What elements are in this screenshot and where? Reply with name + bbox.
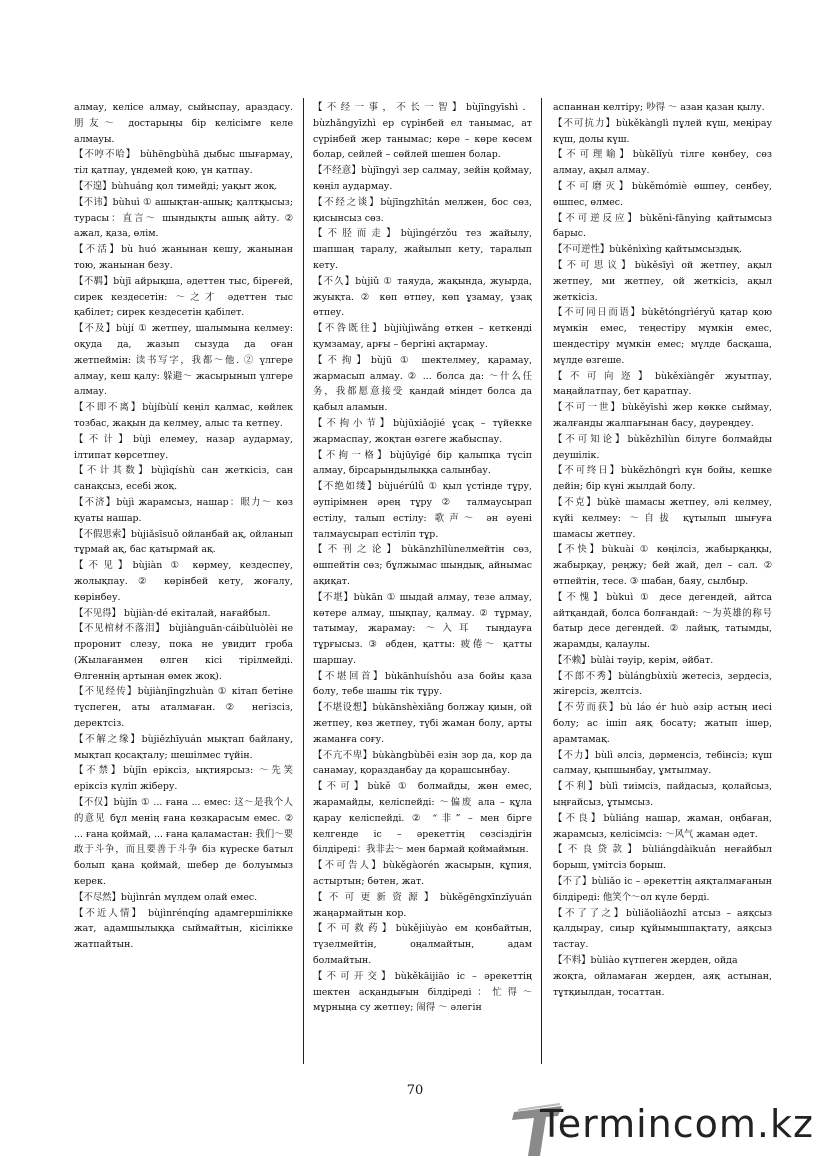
dictionary-entry: 【不可救药】bùkějiùyào ем қонбайтын, түзелмейтін, оңалмайтын, адам болмайтын. [313, 923, 532, 967]
dictionary-entry: 【不良】bùliáng нашар, жаман, оңбаған, жарамсыз, келісімсіз: ～风气 жаман әдет. [553, 812, 772, 840]
dictionary-entry: 【不经意】bùjīngyì зер салмау, зейін қоймау, көңіл аудармау. [313, 165, 532, 192]
dictionary-entry: 【不了了之】bùliǎoliǎozhī атсыз – аяқсыз қалдырау, сиыр құйымышпақтату, аяқсыз тастау. [553, 907, 772, 951]
dictionary-column-right [553, 100, 772, 1000]
dictionary-entry: 【不讳】bùhuì ① ашықтан-ашық; қалтқысыз; турасы：直言～ шындықты ашық айту. ② ажал, қаза, өлім. [74, 196, 293, 240]
column-divider [303, 98, 304, 1064]
dictionary-entry: 【不仅】bùjǐn ① ... ғана ... емес: 这～是我个人的意见 бұл менің ғана көзқарасым емес. ② ... ғана қоймай, ... ғана қаламастан: 我们～要敢于斗争，而且要善于斗争 біз күреске батыл болып қана қоймай, шебер де болуымыз керек. [74, 797, 293, 888]
dictionary-entry: 【不久】bùjiǔ ① таяуда, жақында, жуырда, жуықта. ② көп өтпеу, көп ұзамау, ұзақ өтпеу. [313, 275, 532, 319]
column-divider [541, 98, 542, 1064]
dictionary-entry: 【不可更新资源】bùkěgēngxīnzīyuán жаңармайтын кор. [313, 891, 532, 919]
dictionary-entry: 【不可终日】bùkězhōngrì күн бойы, кешке дейін; бір күні жылдай болу. [553, 465, 772, 493]
dictionary-entry: 【不绝如缕】bùjuérúlǚ ① қыл үстінде тұру, әупірімнен әрең тұру ② талмаусырап естілу, талып естілу: 歌声～ ән әуені талмаусырап естіліп тұр. [313, 481, 532, 540]
dictionary-entry: 【不见经传】bùjiànjīngzhuàn ① кітап бетіне түспеген, аты аталмаған. ② негізсіз, деректсіз. [74, 686, 293, 730]
dictionary-entry: 【不可同日而语】bùkětóngrìéryǔ қатар қою мүмкін емес, теңестіру мүмкін емес, шендестіру мүмкін емес; мүлде басқаша, мүлде өзгеше. [553, 307, 772, 366]
dictionary-entry: 【不可开交】bùkěkāijiāo іс – әрекеттің шектен асқандығын білдіреді：忙得～ мұрныңа су жетпеу; 闹得 ～ әлегін [313, 970, 532, 1014]
dictionary-entry: 【不近人情】 bùjìnrénqíng адамгершілікке жат, адамшылыққа сыймайтын, кісілікке жатпайтын. [74, 907, 293, 951]
dictionary-entry: 【不胫而走】bùjìngérzǒu тез жайылу, шапшаң таралу, жайылып кету, таралып кету. [313, 228, 532, 271]
dictionary-entry: 【不拘小节】bùjūxiǎojié ұсақ – түйекке жармаспау, жоқтан өзгеге жабыспау. [313, 417, 532, 445]
dictionary-entry: 【不可理喻】bùkělǐyù тілге көнбеу, сөз алмау, ақыл алмау. [553, 149, 772, 177]
dictionary-entry: 【不计】bùjì елемеу, назар аудармау, ілтипат көрсетпеу. [74, 433, 293, 461]
dictionary-entry: 【不见得】 bùjiàn·dé екіталай, нағайбыл. [74, 607, 271, 619]
dictionary-entry: 【不可磨灭】bùkěmómiè өшпеу, сенбеу, өшпес, өлмес. [553, 180, 772, 208]
dictionary-entry: 【不堪回首】bùkānhuíshǒu аза бойы қаза болу, тебе шашы тік тұру. [313, 670, 532, 698]
dictionary-entry: 【不哼不哈】 bùhēngbùhā дыбыс шығармау, тіл қатпау, үндемей қою, үн қатпау. [74, 149, 293, 177]
dictionary-entry: 【不见棺材不落泪】 bùjiànguān·cáibùluòlèi не проронит слезу, пока не увидит гроба (Жылағанмен өлген кісі тірілмейді. Өлгеннің артынан өмек жоқ). [74, 623, 293, 682]
dictionary-entry: 【不可向迩】bùkěxiàngěr жуытпау, маңайлатпау, бет қаратпау. [553, 370, 772, 398]
dictionary-column-left [74, 100, 293, 953]
dictionary-entry: 【不了】bùliǎo іс – әрекеттің аяқталмағанын білдіреді: 他笑个～ол күле берді. [553, 876, 772, 903]
dictionary-entry: 【不料】bùliào күтпеген жерден, ойда [553, 955, 738, 967]
dictionary-entry: 【不刊之论】bùkānzhīlùnелмейтін сөз, өшпейтін сөз; бұлжымас шындық, айнымас ақиқат. [313, 544, 532, 587]
dictionary-entry: 【不利】bùlì тиімсіз, пайдасыз, қолайсыз, ыңғайсыз, ұтымсыз. [553, 781, 772, 809]
dictionary-entry: 【不济】bùjì жарамсыз, нашар：眼力～ көз қуаты нашар. [74, 496, 293, 524]
dictionary-entry: 【不亢不卑】bùkàngbùbēi езін зор да, кор да санамау, қоразданбау да қорашсынбау. [313, 749, 532, 777]
dictionary-entry: 【不羁】bùjī айрықша, әдеттен тыс, біреғей, сирек кездесетін: ～之才 әдеттен тыс қабілет; сирек кездесетін қабілет. [74, 275, 293, 319]
dictionary-entry: 【不可一世】bùkěyīshì жер көкке сыймау, жалғанды жалпағынан басу, дәуреңдеу. [553, 402, 772, 429]
dictionary-entry: 【不假思索】bùjiǎsīsuǒ ойланбай ақ, ойланып тұрмай ақ, бас қатырмай ақ. [74, 528, 293, 556]
dictionary-entry: 【不见】bùjiàn ① көрмеу, кездеспеу, жолықпау. ② көрінбей кету, жоғалу, көрінбеу. [74, 560, 293, 603]
dictionary-entry: алмау, келісе алмау, сыйыспау, араздасу. 朋友～ достарыңы бір келісімге келе алмауы. [74, 102, 293, 145]
dictionary-entry: жоқта, ойламаған жерден, аяқ астынан, тұтқиылдан, тосаттан. [553, 970, 772, 998]
dictionary-entry: аспаннан келтіру; 吵得 ～ азан қазан қылу. [553, 102, 765, 113]
dictionary-column-middle [313, 100, 532, 1016]
dictionary-entry: 【不计其数】bùjìqíshù сан жеткісіз, сан санақсыз, есебі жоқ. [74, 465, 293, 493]
dictionary-entry: 【不可】bùkě ① болмайды, жөн емес, жарамайды, келіспейді: ～偏废 ала – құла қарау келіспейді. ② “非” – мен бірге келгенде іс – әрекеттің сөзсіздігін білдіреді：我非去～ мен бармай қоймаймын. [313, 781, 532, 856]
dictionary-entry: 【不快】bùkuài ① көңілсіз, жабырқаңқы, жабырқау, реңжу; бей жай, дел – сал. ② өтпейтін, тесе. ③ шабан, баяу, сылбыр. [553, 544, 772, 587]
dictionary-entry: 【不良贷款】bùliángdàikuǎn неғайбыл борыш, үмітсіз борыш. [553, 844, 772, 872]
dictionary-entry: 【不赖】bùlài тәуір, керім, әйбат. [553, 654, 714, 666]
site-logo[interactable] [510, 1098, 814, 1160]
dictionary-entry: 【不遑】bùhuáng қол тимейді; уақыт жоқ. [74, 180, 278, 192]
dictionary-entry: 【不克】bùkè шамасы жетпеу, әлі келмеу, күйі келмеу: ～自拔 құтылып шығуға шамасы жетпеу. [553, 496, 772, 540]
dictionary-entry: 【不可告人】bùkěgàorén жасырын, құпия, астыртын; бөтен, жат. [313, 860, 532, 888]
logo-text: Termincom.kz [540, 1102, 814, 1146]
dictionary-entry: 【不拘】bùjū ① шектелмеу, қарамау, жармасып алмау. ② ... болса да: ～什么任务，我都愿意接受 қандай міндет болса да қабыл аламын. [313, 354, 532, 414]
dictionary-entry: 【不愧】bùkuì ① десе дегендей, айтса айтқандай, болса болғандай: ～为英雄的称号 батыр десе дегендей. ② лайық, татымды, жарамды, қалаулы. [553, 591, 772, 651]
dictionary-entry: 【不解之缘】bùjiězhīyuán мықтап байлану, мықтап қосақталу; шешілмес түйін. [74, 733, 293, 761]
dictionary-entry: 【不力】bùlì әлсіз, дәрменсіз, тебінсіз; күш салмау, қыпшынбау, ұмтылмау. [553, 749, 772, 777]
dictionary-entry: 【不劳而获】bù láo ér huò әзір астың иесі болу; ас ішіп аяқ босату; жатып ішер, арамтамақ. [553, 702, 772, 745]
dictionary-entry: 【不郎不秀】bùlángbùxiù жетесіз, зердесіз, жігерсіз, желтсіз. [553, 670, 772, 698]
dictionary-entry: 【不及】bùjí ① жетпеу, шалымына келмеу: оқуда да, жазып сызуда да оған жетпеймін: 读书写字，我都～他. ② үлгере алмау, кеш қалу: 躲避～ жасырынып үлгере алмау. [74, 323, 293, 398]
page-number: 70 [406, 1083, 424, 1098]
dictionary-entry: 【不可逆反应】bùkěnì-fǎnyìng қайтымсыз барыс. [553, 212, 772, 240]
dictionary-entry: 【不活】bù huó жанынан кешу, жанынан тою, жанынан безу. [74, 244, 293, 271]
dictionary-entry: 【不可逆性】bùkěnìxìng қайтымсыздық. [553, 244, 743, 256]
dictionary-entry: 【不经之谈】bùjīngzhītán мелжен, бос сөз, қисынсыз сөз. [313, 196, 532, 224]
dictionary-entry: 【不可思议】bùkěsīyì ой жетпеу, ақыл жетпеу, ми жетпеу, ой жеткісіз, ақыл жеткісіз. [553, 259, 772, 303]
dictionary-entry: 【不堪】bùkān ① шыдай алмау, тезе алмау, көтере алмау, шықпау, қалмау. ② тұрмау, татымау, жарамау: ～入耳 тыңдауға тұрғысыз. ③ әбден, қатты: 疲倦～ қатты шаршау. [313, 591, 532, 666]
dictionary-entry: 【不可知论】bùkězhīlùn білуге болмайды деушілік. [553, 433, 772, 461]
dictionary-entry: 【不禁】bùjīn еріксіз, ықтиярсыз: ～先笑 еріксіз күліп жіберу. [74, 765, 293, 793]
dictionary-entry: 【不咎既往】bùjiùjìwǎng өткен – кеткенді қумзамау, арғы – бергіні ақтармау. [313, 323, 532, 350]
dictionary-entry: 【不堪设想】bùkānshèxiǎng болжау қиын, ой жетпеу, көз жетпеу, түбі жаман болу, арты жаманға соғу. [313, 702, 532, 745]
dictionary-entry: 【不经一事，不长一智】bùjīngyīshì．bùzhǎngyīzhì ер сүрінбей ел танымас, ат сүрінбей жер танымас; көре – көре көсем болар, сейлей – сөйлей шешен болар. [313, 102, 532, 161]
dictionary-entry: 【不尽然】bùjìnrán мүлдем олай емес. [74, 891, 258, 903]
dictionary-entry: 【不即不离】bùjíbùlí кеңіл қалмас, көйлек тозбас, жақын да келмеу, алыс та кетпеу. [74, 402, 293, 429]
dictionary-entry: 【不可抗力】bùkěkànglì пұлей күш, меңірау күш, долы күш. [553, 117, 772, 145]
dictionary-entry: 【不拘一格】bùjūyīgé бір қалыпқа түсіп алмау, бірсарындылыққа салынбау. [313, 449, 532, 477]
